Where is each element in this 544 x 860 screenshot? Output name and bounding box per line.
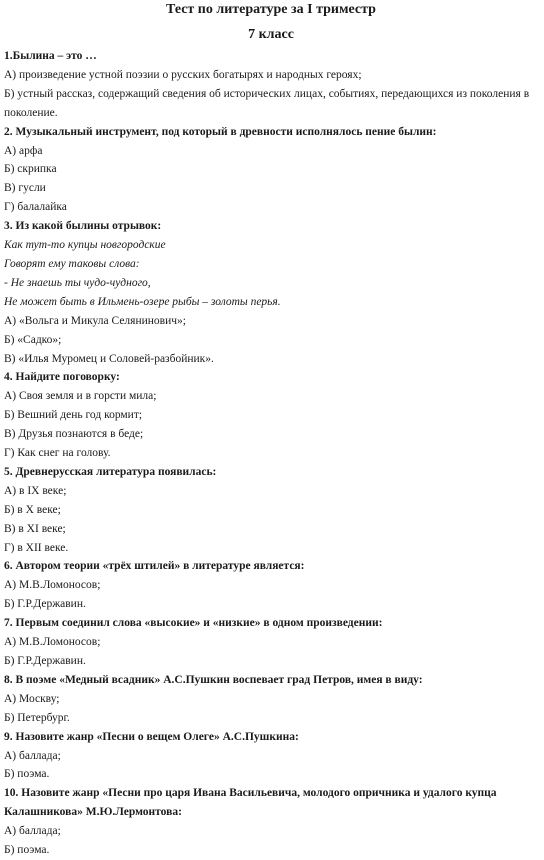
option: Б) скрипка — [4, 163, 57, 176]
question-9: 9. Назовите жанр «Песни о вещем Олеге» А.С.Пушкина: — [4, 730, 299, 743]
question-3: 3. Из какой былины отрывок: — [4, 220, 162, 233]
option: Б) Г.Р.Державин. — [4, 655, 86, 667]
question-2: 2. Музыкальный инструмент, под который в древности исполнялось пение былин: — [4, 125, 437, 138]
option: А) баллада; — [4, 825, 61, 838]
option: А) арфа — [4, 144, 43, 157]
option: А) баллада; — [4, 749, 61, 762]
question-10: 10. Назовите жанр «Песни про царя Ивана Васильевича, молодого опричника и удалого купца Калашникова» М.Ю.Лермонтова: — [4, 787, 497, 819]
option: Б) поэма. — [4, 844, 50, 857]
option: В) гусли — [4, 182, 46, 195]
option: Г) балалайка — [4, 201, 67, 214]
option: В) в XI веке; — [4, 522, 66, 535]
option: А) произведение устной поэзии о русских богатырях и народных героях; — [4, 68, 362, 81]
questions-list — [4, 47, 538, 860]
option: Б) в X веке; — [4, 503, 61, 516]
option: А) М.В.Ломоносов; — [4, 579, 101, 592]
option: Г) в XII веке. — [4, 541, 69, 554]
option: В) «Илья Муромец и Соловей-разбойник». — [4, 352, 214, 365]
question-4: 4. Найдите поговорку: — [4, 371, 120, 384]
passage-line: Как тут-то купцы новгородские — [4, 239, 166, 252]
option: Б) Г.Р.Державин. — [4, 598, 86, 611]
question-1: 1.Былина – это … — [4, 50, 97, 62]
passage-line: Не может быть в Ильмень-озере рыбы – золоты перья. — [4, 295, 281, 308]
test-title: Тест по литературе за I триместр — [166, 2, 376, 17]
grade-label: 7 класс — [248, 27, 294, 42]
passage-line: Говорят ему таковы слова: — [4, 257, 140, 270]
option: А) «Вольга и Микула Селянинович»; — [4, 314, 186, 327]
option: Б) Вешний день год кормит; — [4, 409, 143, 422]
question-6: 6. Автором теории «трёх штилей» в литературе является: — [4, 560, 305, 573]
question-8: 8. В поэме «Медный всадник» А.С.Пушкин воспевает град Петров, имея в виду: — [4, 673, 423, 686]
option: А) в IX веке; — [4, 484, 67, 497]
option: Б) устный рассказ, содержащий сведения об исторических лицах, событиях, передающихся из поколения в поколение. — [4, 87, 530, 119]
question-5: 5. Древнерусская литература появилась: — [4, 465, 217, 478]
option: Б) поэма. — [4, 768, 50, 781]
option: В) Друзья познаются в беде; — [4, 428, 144, 441]
option: А) Москву; — [4, 692, 60, 705]
option: А) Своя земля и в горсти мила; — [4, 390, 157, 403]
option: А) М.В.Ломоносов; — [4, 636, 101, 649]
option: Б) «Садко»; — [4, 333, 62, 346]
passage-line: - Не знаешь ты чудо-чудного, — [4, 276, 151, 289]
question-7: 7. Первым соединил слова «высокие» и «низкие» в одном произведении: — [4, 617, 383, 630]
option: Г) Как снег на голову. — [4, 447, 111, 460]
option: Б) Петербург. — [4, 711, 70, 724]
